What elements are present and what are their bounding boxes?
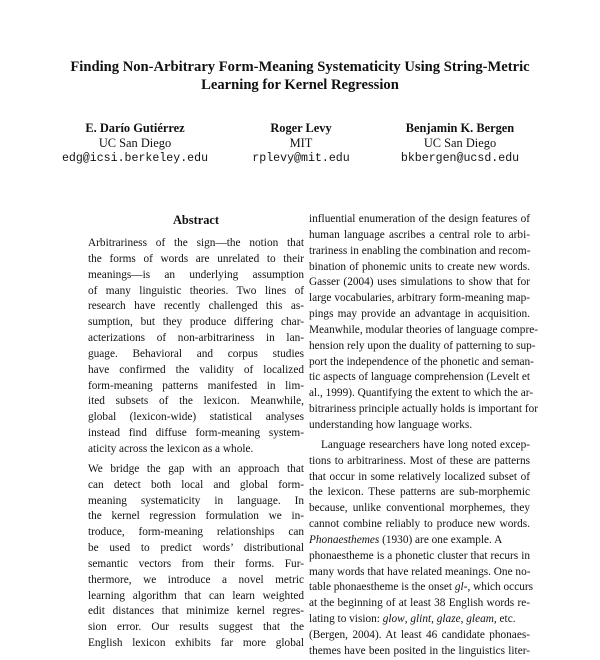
example-word: gleam (466, 613, 494, 626)
text-line: at the beginning of at least 38 English words re- (309, 597, 530, 610)
text-line: ited subsets of the lexicon. Meanwhile, (88, 395, 304, 408)
text-run: table phonaestheme is the onset (309, 581, 455, 594)
text-line: troduce, form-meaning relationships can (88, 526, 304, 539)
author-affiliation: UC San Diego (423, 136, 497, 150)
example-word: glint (410, 613, 432, 626)
author-name: Benjamin K. Bergen (405, 121, 515, 135)
separator: , (460, 613, 467, 626)
body-paragraph-2 (309, 438, 534, 660)
text-line: tions to arbitrariness. Most of these are patterns (309, 454, 530, 467)
text-line: form-meaning patterns manifested in lim- (88, 379, 304, 392)
text-line: edit distances that minimize kernel regres- (88, 605, 304, 618)
text-line: can detect both local and global form- (88, 478, 304, 491)
text-line: sumption, but they produce differing char- (88, 316, 304, 329)
text-line: of many linguistic theories. Two lines of (88, 284, 304, 297)
text-line: Arbitrariness of the sign—the notion that (88, 237, 304, 249)
author-affiliation: MIT (289, 136, 313, 150)
author-affiliation: UC San Diego (98, 136, 172, 150)
separator: , (431, 613, 437, 626)
text-line: trariness in enabling the combination and recom- (309, 244, 531, 257)
text-line: tic aspects of language comprehension (Levelt et (309, 371, 530, 384)
example-word: glow (382, 613, 405, 626)
text-run: lating to vision: (309, 613, 383, 626)
text-line: English lexicon exhibits far more global (88, 637, 304, 650)
text-line: global (lexicon-wide) statistical analyses (88, 411, 304, 424)
text-line: al., 1999). Quantifying the extent to which the ar- (309, 387, 534, 400)
text-line: research have recently challenged this as- (88, 300, 304, 313)
text-line: thermore, we introduce a novel metric (88, 573, 304, 586)
paper-title (40, 58, 560, 94)
text-line: guage. Behavioral and corpus studies (88, 347, 304, 360)
onset-gl: gl- (454, 581, 468, 594)
text-line: Meanwhile, modular theories of language compre- (309, 323, 538, 336)
text-line: learning algorithm that can learn weighted (88, 589, 304, 602)
text-line: meanings—is an underlying assumption (88, 268, 304, 281)
text-line: hension rely upon the duality of patterning to sup- (309, 339, 536, 352)
text-line: that occur in some relatively localized subset of (309, 470, 530, 483)
text-line: port the independence of the phonetic and seman- (309, 355, 534, 368)
text-run: , etc. (493, 613, 516, 626)
term-phonaesthemes: Phonaesthemes (309, 533, 380, 546)
text-line: Language researchers have long noted excep- (321, 438, 530, 451)
abstract-heading: Abstract (172, 213, 220, 227)
text-line: instead find diffuse form-meaning system- (88, 427, 304, 440)
text-line: because, unlike conventional morphemes, they (309, 502, 530, 515)
text-line: the kernel regression formulation we in- (88, 510, 304, 523)
author-block (60, 121, 540, 169)
text-run: (1930) are one example. A (379, 533, 503, 546)
text-line: sion error. Our results suggest that the (88, 621, 304, 634)
author-3 (380, 121, 540, 166)
text-line: human language ascribes a central role to arbi- (309, 228, 530, 241)
text-run: , which occurs (467, 581, 534, 594)
author-email: edg@icsi.berkeley.edu (61, 152, 209, 165)
author-name: E. Darío Gutiérrez (85, 121, 185, 135)
text-line (309, 612, 530, 628)
body-paragraph-1 (309, 212, 539, 434)
right-column (309, 212, 539, 660)
text-line: have confirmed the validity of localized (88, 363, 304, 376)
author-2 (236, 121, 366, 166)
text-line: the forms of words are unrelated to their (88, 252, 304, 265)
text-line: pings may provide an advantage in acquisition. (309, 308, 530, 321)
text-line: the lexicon. These patterns are sub-morphemic (309, 486, 530, 499)
author-name: Roger Levy (270, 121, 332, 135)
text-line: semantic vectors from their forms. Fur- (88, 557, 304, 570)
left-column (88, 212, 304, 652)
text-line: meaning systematicity in language. In (88, 494, 304, 507)
text-line: themes have been posited in the linguistics liter- (309, 644, 530, 657)
separator: , (404, 613, 411, 626)
author-1 (60, 121, 210, 166)
text-line: cannot combine reliably to produce new words. (309, 518, 530, 531)
abstract-paragraph-2 (88, 462, 304, 652)
text-line: influential enumeration of the design features of (309, 213, 530, 225)
author-email: rplevy@mit.edu (252, 152, 350, 165)
text-line: bitrariness principle actually holds is important for (309, 403, 539, 416)
text-line (309, 533, 530, 549)
text-line: phonaestheme is a phonetic cluster that recurs in (309, 549, 530, 562)
title-line-2: Learning for Kernel Regression (201, 77, 399, 93)
text-line: Gasser (2004) uses simulations to show that for (309, 276, 530, 289)
title-line-1: Finding Non-Arbitrary Form-Meaning Systematicity Using String-Metric (70, 59, 530, 75)
text-line: aticity across the lexicon as a whole. (88, 442, 254, 455)
abstract-paragraph-1 (88, 236, 304, 458)
text-line: (Bergen, 2004). At least 46 candidate phonaes- (309, 628, 530, 641)
text-line: understanding how language works. (309, 418, 473, 431)
example-word: glaze (436, 613, 461, 626)
text-line: acterizations of non-arbitrariness in lan- (88, 332, 304, 345)
author-email: bkbergen@ucsd.edu (400, 152, 520, 165)
text-line: many words that have related meanings. One no- (309, 565, 531, 578)
text-line: bination of phonemic units to create new words. (309, 260, 530, 273)
text-line: We bridge the gap with an approach that (88, 462, 304, 475)
text-line: large vocabularies, arbitrary form-meaning map- (309, 292, 530, 305)
text-line: be used to predict words’ distributional (88, 542, 304, 555)
text-line (309, 580, 534, 596)
